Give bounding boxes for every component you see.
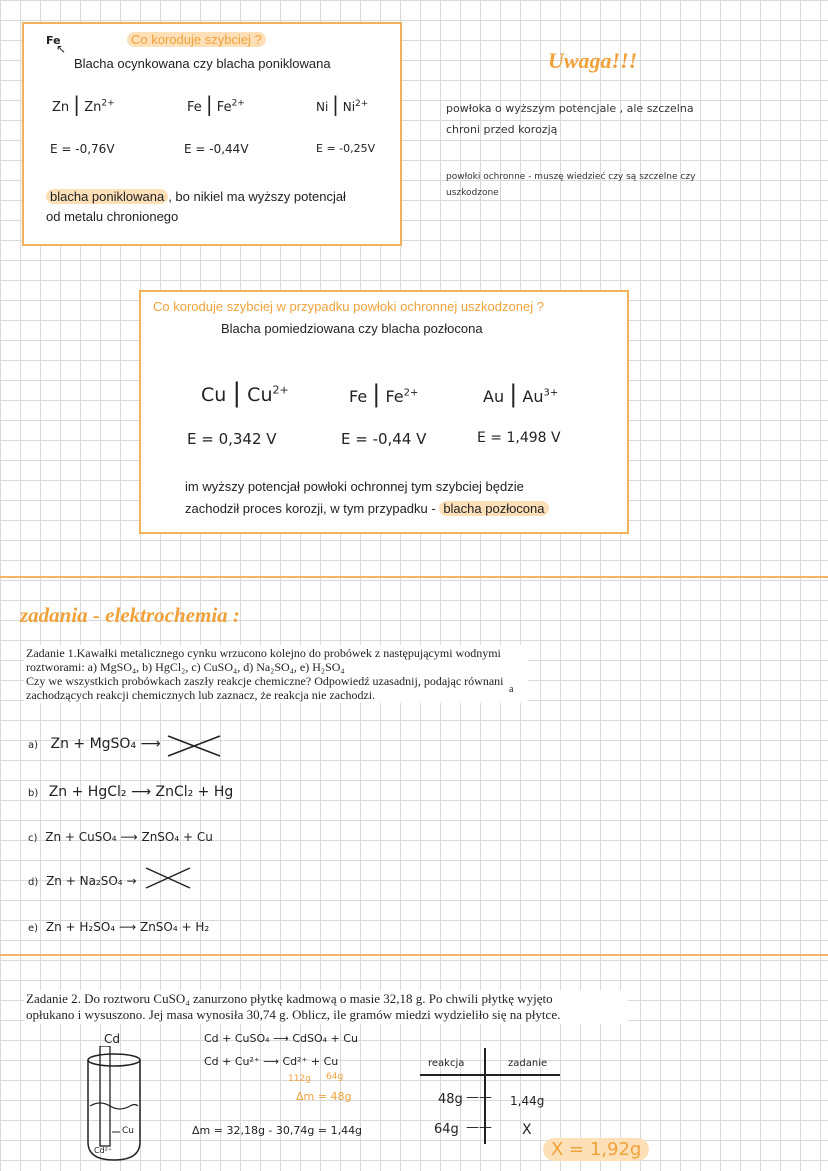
reaction-lhs: Zn + Na₂SO₄ xyxy=(46,874,123,888)
answer-rest: , bo nikiel ma wyższy potencjał xyxy=(168,189,346,204)
section-divider-2 xyxy=(0,954,828,956)
couple-ion: Au xyxy=(522,387,544,406)
section-divider-1 xyxy=(0,576,828,578)
mass-left: 112g xyxy=(288,1074,311,1084)
reaction-b xyxy=(28,784,233,800)
couple-ion: Fe xyxy=(216,100,232,115)
potential-fe: E = -0,44V xyxy=(184,142,249,156)
reaction-arrow: → xyxy=(126,874,137,888)
reaction-label: b) xyxy=(28,788,39,799)
task1-line1: Zadanie 1.Kawałki metalicznego cynku wrzucono kolejno do probówek z następującymi wodnymi xyxy=(26,646,501,660)
reaction-lhs: Zn + CuSO₄ xyxy=(45,830,117,844)
reaction-rhs: ZnSO₄ + Cu xyxy=(141,830,213,844)
reaction-label: e) xyxy=(28,923,39,934)
task1-text xyxy=(24,645,528,703)
couple-charge: 2+ xyxy=(231,98,245,109)
tube-cu-label: Cu xyxy=(122,1126,134,1136)
reaction-arrow: ⟶ xyxy=(118,920,137,934)
box2-question: Co koroduje szybciej w przypadku powłoki ochronnej uszkodzonej ? xyxy=(153,299,544,314)
potential-au: E = 1,498 V xyxy=(477,430,561,446)
reaction-label: d) xyxy=(28,877,39,888)
section-title: zadania - elektrochemia : xyxy=(20,603,240,627)
reaction-e xyxy=(28,920,209,934)
cross-mark-d xyxy=(144,866,192,890)
couple-ion: Fe xyxy=(385,387,404,406)
note-text xyxy=(446,98,694,140)
potential-fe-2: E = -0,44 V xyxy=(341,430,427,448)
couple-metal: Zn xyxy=(52,100,70,115)
couple-fe-2: Fe | $Fe^{2+}$ xyxy=(349,380,419,408)
table-head-right: zadanie xyxy=(508,1058,548,1069)
answer2-highlight: blacha pozłocona xyxy=(439,501,548,516)
box2-subtitle: Blacha pomiedziowana czy blacha pozłocona xyxy=(221,321,483,336)
box1-answer xyxy=(46,187,396,227)
box-corrosion-1 xyxy=(22,22,402,246)
box-corrosion-2 xyxy=(139,290,629,534)
box1-question: Co koroduje szybciej ? xyxy=(127,32,266,47)
fe-arrow: ↖ xyxy=(56,42,67,56)
reaction-arrow: ⟶ xyxy=(130,784,152,800)
note-title: Uwaga!!! xyxy=(548,48,638,73)
row1-left: 48g xyxy=(438,1092,463,1107)
reaction-arrow: ⟶ xyxy=(120,830,138,844)
couple-charge: 3+ xyxy=(543,387,559,399)
couple-ni: Ni | $Ni^{2+}$ xyxy=(316,92,369,116)
couple-charge: 2+ xyxy=(272,383,289,397)
reaction-a xyxy=(28,736,161,752)
delta-calc: Δm = 32,18g - 30,74g = 1,44g xyxy=(192,1124,363,1137)
table-hline xyxy=(420,1074,560,1076)
task2-eq1: Cd + CuSO₄ ⟶ CdSO₄ + Cu xyxy=(204,1032,358,1045)
answer-highlight: blacha poniklowana xyxy=(46,189,168,204)
reaction-rhs: ZnCl₂ + Hg xyxy=(155,784,234,800)
reaction-lhs: Zn + MgSO₄ xyxy=(50,736,137,752)
reaction-c xyxy=(28,830,213,844)
task1-line2: roztworami: a) MgSO₄, b) HgCl₂, c) CuSO₄, d) Na₂SO₄, e) H₂SO₄ xyxy=(26,660,345,674)
couple-ion: Zn xyxy=(84,100,102,115)
reaction-lhs: Zn + HgCl₂ xyxy=(48,784,127,800)
row2-right: X xyxy=(522,1122,532,1138)
note-line4: uszkodzone xyxy=(446,188,499,198)
couple-metal: Au xyxy=(483,387,505,406)
row1-right: 1,44g xyxy=(510,1094,545,1108)
result: X = 1,92g xyxy=(543,1138,649,1161)
reaction-label: a) xyxy=(28,740,39,751)
tube-cd2-label: Cd²⁺ xyxy=(94,1146,113,1155)
couple-au: Au | $Au^{3+}$ xyxy=(483,380,559,408)
answer2-line2: zachodził proces korozji, w tym przypadku - xyxy=(185,501,440,516)
row1-dash: —— xyxy=(466,1090,492,1105)
couple-metal: Cu xyxy=(201,384,227,406)
mass-right: 64g xyxy=(326,1072,344,1082)
couple-metal: Fe xyxy=(349,387,368,406)
fe-label: Fe xyxy=(46,34,61,47)
note-line2: chroni przed korozją xyxy=(446,123,558,136)
delta-m: Δm = 48g xyxy=(296,1090,352,1103)
task1-stray: a xyxy=(509,684,514,695)
potential-ni: E = -0,25V xyxy=(316,142,376,155)
task2-line2: opłukano i wysuszono. Jej masa wynosiła 30,74 g. Oblicz, ile gramów miedzi wydzieliło się na płytce. xyxy=(26,1007,561,1022)
potential-cu: E = 0,342 V xyxy=(187,430,277,448)
note-line1: powłoka o wyższym potencjale , ale szczelna xyxy=(446,102,694,115)
task1-line3: Czy we wszystkich probówkach zaszły reakcje chemiczne? Odpowiedź uzasadnij, podając równani xyxy=(26,674,504,688)
potential-zn: E = -0,76V xyxy=(50,142,115,156)
note-text-2 xyxy=(446,166,695,204)
reaction-arrow: ⟶ xyxy=(140,736,161,752)
box1-subtitle: Blacha ocynkowana czy blacha poniklowana xyxy=(74,56,331,71)
task2-text xyxy=(24,990,628,1024)
reaction-label: c) xyxy=(28,833,38,844)
task1-line4: zachodzących reakcji chemicznych lub zaznacz, że reakcja nie zachodzi. xyxy=(26,688,376,702)
cross-mark-a xyxy=(166,734,222,758)
tube-label: Cd xyxy=(104,1032,120,1046)
couple-metal: Fe xyxy=(187,100,202,115)
row2-left: 64g xyxy=(434,1122,459,1137)
couple-ion: Ni xyxy=(342,100,356,114)
reaction-d xyxy=(28,874,137,888)
test-tube-drawing xyxy=(80,1046,150,1162)
task2-eq2: Cd + Cu²⁺ ⟶ Cd²⁺ + Cu xyxy=(204,1055,339,1068)
couple-zn: Zn | $Zn^{2+}$ xyxy=(52,92,115,116)
couple-ion: Cu xyxy=(247,384,273,406)
reaction-lhs: Zn + H₂SO₄ xyxy=(45,920,116,934)
couple-cu: Cu | $Cu^{2+}$ xyxy=(201,378,289,408)
reaction-rhs: ZnSO₄ + H₂ xyxy=(139,920,210,934)
couple-charge: 2+ xyxy=(355,99,369,109)
task2-line1: Zadanie 2. Do roztworu CuSO₄ zanurzono płytkę kadmową o masie 32,18 g. Po chwili płytkę wyjęto xyxy=(26,991,553,1006)
answer2-line1: im wyższy potencjał powłoki ochronnej tym szybciej będzie xyxy=(185,479,524,494)
box2-answer xyxy=(185,476,549,520)
couple-charge: 2+ xyxy=(403,387,419,399)
note-line3: powłoki ochronne - muszę wiedzieć czy są szczelne czy xyxy=(446,172,696,182)
row2-dash: —— xyxy=(466,1120,492,1135)
couple-metal: Ni xyxy=(316,100,329,114)
couple-fe: Fe | $Fe^{2+}$ xyxy=(187,92,245,116)
answer-line2: od metalu chronionego xyxy=(46,209,179,224)
couple-charge: 2+ xyxy=(101,98,115,109)
table-head-left: reakcja xyxy=(428,1058,465,1069)
